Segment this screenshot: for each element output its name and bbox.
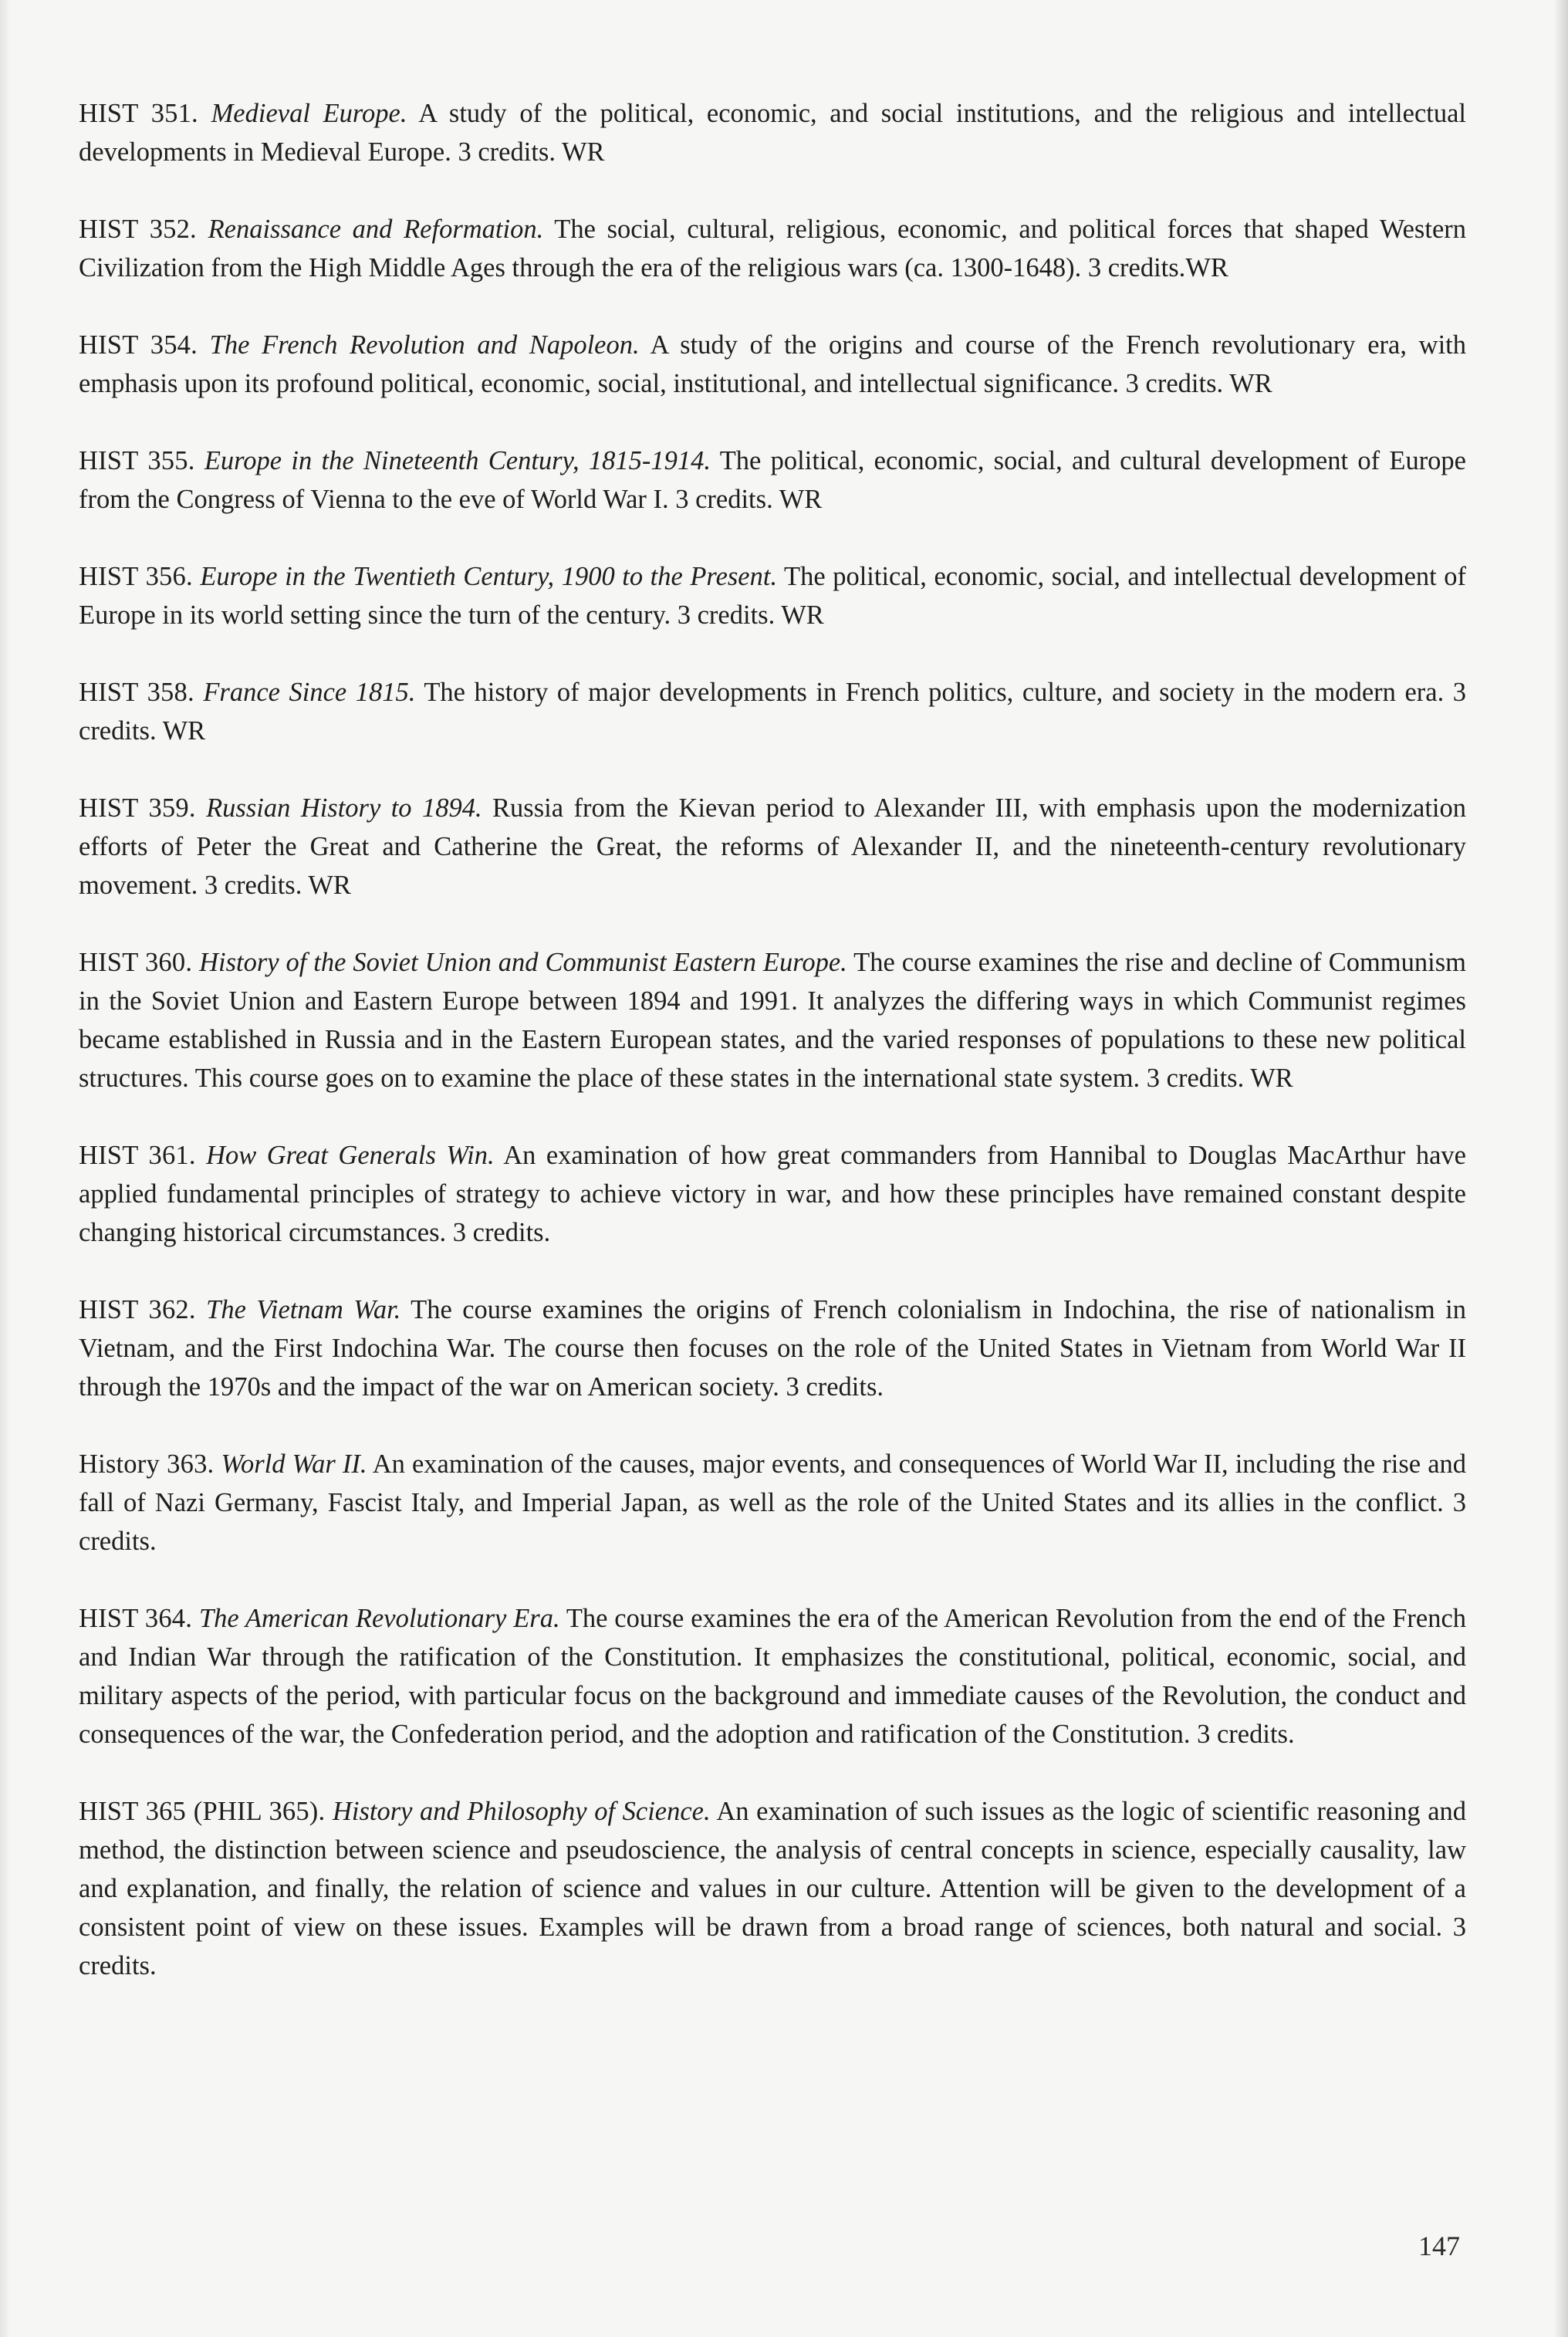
course-title: The American Revolutionary Era. [198, 1604, 560, 1633]
course-entry-hist-358 [79, 673, 1466, 750]
course-list [79, 94, 1466, 2024]
course-title: Medieval Europe. [211, 99, 407, 128]
course-description: An examination of the causes, major events, and consequences of World War II, including the rise and fall of Nazi Germany, Fascist Italy, and Imperial Japan, as well as the role of the United States and its allies in the conflict. 3 credits. [79, 1449, 1467, 1556]
course-description: A study of the origins and course of the French revolutionary era, with emphasis upon its profound political, economic, social, institutional, and intellectual significance. 3 credits. WR [79, 330, 1467, 398]
course-entry-hist-361 [79, 1136, 1466, 1252]
course-code: HIST 361. [79, 1141, 196, 1170]
course-code: HIST 359. [79, 793, 196, 823]
course-description: A study of the political, economic, and social institutions, and the religious and intellectual developments in Medieval Europe. 3 credits. WR [79, 99, 1466, 167]
course-entry-hist-360 [79, 943, 1466, 1097]
course-description: Russia from the Kievan period to Alexander III, with emphasis upon the modernization efforts of Peter the Great and Catherine the Great, the reforms of Alexander II, and the nineteenth-century revolutionary movement. 3 credits. WR [79, 793, 1467, 900]
course-code: HIST 365 (PHIL 365). [79, 1797, 326, 1826]
course-title: Europe in the Twentieth Century, 1900 to the Present. [200, 562, 778, 591]
course-description: An examination of such issues as the logic of scientific reasoning and method, the distinction between science and pseudoscience, the analysis of central concepts in science, especially causality, law and explanation, and finally, the relation of science and values in our culture. Attention will be given to the development of a consistent point of view on these issues. Examples will be drawn from a broad range of sciences, both natural and social. 3 credits. [79, 1797, 1467, 1980]
course-title: Renaissance and Reformation. [208, 215, 544, 244]
course-description: The social, cultural, religious, economic, and political forces that shaped Western Civilization from the High Middle Ages through the era of the religious wars (ca. 1300-1648). 3 credits.WR [79, 215, 1466, 282]
course-entry-hist-364 [79, 1599, 1466, 1754]
course-title: World War II. [221, 1449, 367, 1479]
course-code: HIST 352. [79, 215, 197, 244]
course-entry-hist-362 [79, 1290, 1466, 1406]
course-entry-history-363 [79, 1445, 1466, 1561]
course-title: The Vietnam War. [206, 1295, 401, 1324]
scan-edge-left [0, 0, 11, 2337]
course-title: Europe in the Nineteenth Century, 1815-1914. [204, 446, 711, 475]
course-entry-hist-354 [79, 326, 1466, 403]
scan-edge-right [1554, 0, 1568, 2337]
course-description: The political, economic, social, and intellectual development of Europe in its world setting since the turn of the century. 3 credits. WR [79, 562, 1467, 630]
course-description: The course examines the era of the American Revolution from the end of the French and Indian War through the ratification of the Constitution. It emphasizes the constitutional, political, economic, social, and military aspects of the period, with particular focus on the background and immediate causes of the Revolution, the conduct and consequences of the war, the Confederation period, and the adoption and ratification of the Constitution. 3 credits. [79, 1604, 1467, 1749]
course-code: HIST 354. [79, 330, 198, 360]
course-description: The history of major developments in French politics, culture, and society in the modern era. 3 credits. WR [79, 678, 1467, 746]
course-title: France Since 1815. [203, 678, 416, 707]
course-code: History 363. [79, 1449, 215, 1479]
course-code: HIST 364. [79, 1604, 193, 1633]
course-title: History of the Soviet Union and Communist Eastern Europe. [199, 948, 847, 977]
course-code: HIST 351. [79, 99, 198, 128]
course-title: How Great Generals Win. [206, 1141, 495, 1170]
page-number: 147 [1418, 2230, 1460, 2261]
course-entry-hist-352 [79, 210, 1466, 287]
course-entry-hist-356 [79, 557, 1466, 634]
course-entry-hist-355 [79, 441, 1466, 519]
course-description: An examination of how great commanders from Hannibal to Douglas MacArthur have applied fundamental principles of strategy to achieve victory in war, and how these principles have remained constant despite changing historical circumstances. 3 credits. [79, 1141, 1466, 1247]
course-code: HIST 360. [79, 948, 193, 977]
course-description: The course examines the origins of French colonialism in Indochina, the rise of nationalism in Vietnam, and the First Indochina War. The course then focuses on the role of the United States in Vietnam from World War II through the 1970s and the impact of the war on American society. 3 credits. [79, 1295, 1466, 1402]
course-title: The French Revolution and Napoleon. [209, 330, 640, 360]
course-code: HIST 355. [79, 446, 195, 475]
course-code: HIST 356. [79, 562, 193, 591]
course-code: HIST 358. [79, 678, 194, 707]
course-code: HIST 362. [79, 1295, 196, 1324]
course-description: The political, economic, social, and cultural development of Europe from the Congress of Vienna to the eve of World War I. 3 credits. WR [79, 446, 1466, 514]
course-description: The course examines the rise and decline of Communism in the Soviet Union and Eastern Europe between 1894 and 1991. It analyzes the differing ways in which Communist regimes became established in Russia and in the Eastern European states, and the varied responses of populations to these new political structures. This course goes on to examine the place of these states in the international state system. 3 credits. WR [79, 948, 1466, 1093]
course-entry-hist-365 [79, 1792, 1466, 1985]
course-title: History and Philosophy of Science. [332, 1797, 711, 1826]
course-entry-hist-351 [79, 94, 1466, 171]
course-title: Russian History to 1894. [206, 793, 482, 823]
course-entry-hist-359 [79, 789, 1466, 905]
